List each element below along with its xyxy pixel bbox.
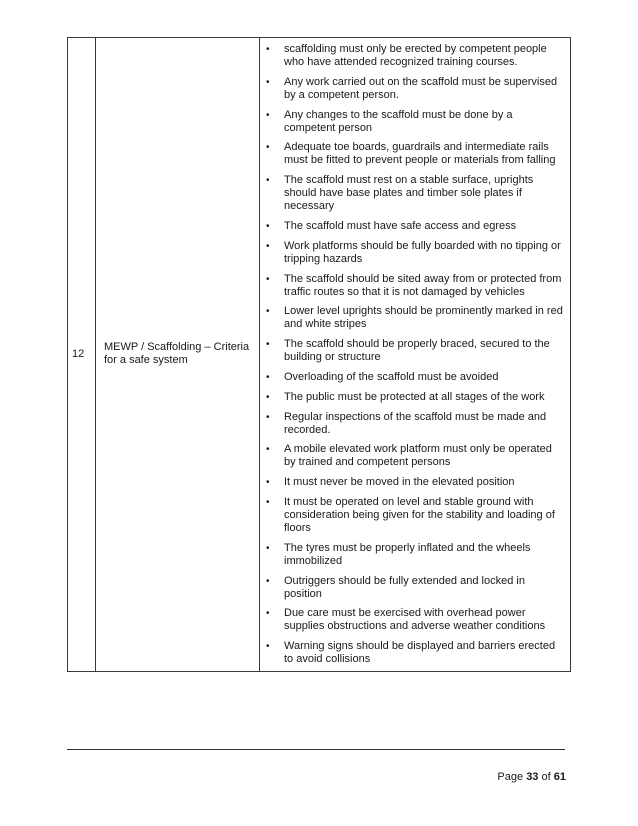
list-item (260, 371, 564, 384)
list-item (260, 575, 564, 601)
bullet-icon: • (266, 444, 270, 456)
list-item-text: Warning signs should be displayed and barriers erected to avoid collisions (284, 640, 556, 666)
page-total: 61 (553, 771, 566, 783)
list-item-text: The tyres must be properly inflated and the wheels immobilized (284, 541, 531, 567)
list-item (260, 411, 564, 437)
list-item-text: The scaffold must rest on a stable surface, uprights should have base plates and timber sole plates if necessary (284, 174, 534, 213)
list-item (260, 220, 564, 233)
row-title: MEWP / Scaffolding – Criteria for a safe system (104, 340, 250, 366)
bullet-icon: • (266, 542, 270, 554)
list-item (260, 43, 564, 69)
list-item-text: Lower level uprights should be prominently marked in red and white stripes (284, 305, 563, 331)
list-item-text: Due care must be exercised with overhead power supplies obstructions and adverse weather conditions (284, 607, 546, 633)
list-item (260, 640, 564, 666)
list-item (260, 109, 564, 135)
list-item-text: Adequate toe boards, guardrails and intermediate rails must be fitted to prevent people or materials from falling (284, 141, 556, 167)
page-of: of (541, 771, 551, 783)
list-item (260, 273, 564, 299)
bullet-icon: • (266, 608, 270, 620)
bullet-icon: • (266, 496, 270, 508)
list-item-text: The scaffold should be sited away from or protected from traffic routes so that it is not damaged by vehicles (284, 272, 562, 298)
bullet-icon: • (266, 575, 270, 587)
bullet-icon: • (266, 175, 270, 187)
bullet-icon: • (266, 391, 270, 403)
row-points-cell (260, 38, 571, 672)
bullet-icon: • (266, 273, 270, 285)
list-item-text: The public must be protected at all stages of the work (284, 390, 545, 403)
list-item-text: scaffolding must only be erected by competent people who have attended recognized training courses. (284, 43, 547, 68)
list-item-text: It must never be moved in the elevated position (284, 476, 515, 489)
bullet-icon: • (266, 44, 270, 55)
bullet-icon: • (266, 240, 270, 252)
list-item-text: A mobile elevated work platform must only be operated by trained and competent persons (284, 443, 552, 469)
bullet-icon: • (266, 76, 270, 88)
bullet-icon: • (266, 477, 270, 489)
list-item (260, 338, 564, 364)
list-item (260, 240, 564, 266)
footer-divider (67, 749, 565, 750)
list-item (260, 391, 564, 404)
list-item (260, 305, 564, 331)
list-item-text: The scaffold should be properly braced, secured to the building or structure (284, 338, 550, 364)
list-item-text: It must be operated on level and stable ground with consideration being given for the stability and loading of floors (284, 495, 555, 534)
row-title-cell (96, 38, 260, 672)
bullet-icon: • (266, 641, 270, 653)
list-item (260, 76, 564, 102)
list-item (260, 476, 564, 489)
page-current: 33 (526, 771, 539, 783)
bullet-icon: • (266, 109, 270, 121)
list-item (260, 443, 564, 469)
bullet-list (260, 43, 564, 666)
bullet-icon: • (266, 411, 270, 423)
list-item-text: Outriggers should be fully extended and locked in position (284, 574, 525, 600)
list-item-text: Overloading of the scaffold must be avoided (284, 370, 499, 383)
page-label: Page (497, 771, 524, 783)
bullet-icon: • (266, 339, 270, 351)
bullet-icon: • (266, 220, 270, 232)
bullet-icon: • (266, 306, 270, 318)
list-item (260, 174, 564, 213)
criteria-table (67, 37, 571, 672)
list-item-text: The scaffold must have safe access and egress (284, 219, 517, 232)
list-item-text: Any work carried out on the scaffold must be supervised by a competent person. (284, 75, 558, 101)
list-item-text: Work platforms should be fully boarded with no tipping or tripping hazards (284, 239, 561, 265)
list-item (260, 141, 564, 167)
page-number (497, 771, 566, 783)
bullet-icon: • (266, 142, 270, 154)
row-number: 12 (68, 38, 96, 672)
list-item (260, 607, 564, 633)
list-item-text: Any changes to the scaffold must be done by a competent person (284, 108, 513, 134)
list-item-text: Regular inspections of the scaffold must be made and recorded. (284, 410, 547, 436)
list-item (260, 496, 564, 535)
list-item (260, 542, 564, 568)
bullet-icon: • (266, 371, 270, 383)
table-row (68, 38, 571, 672)
